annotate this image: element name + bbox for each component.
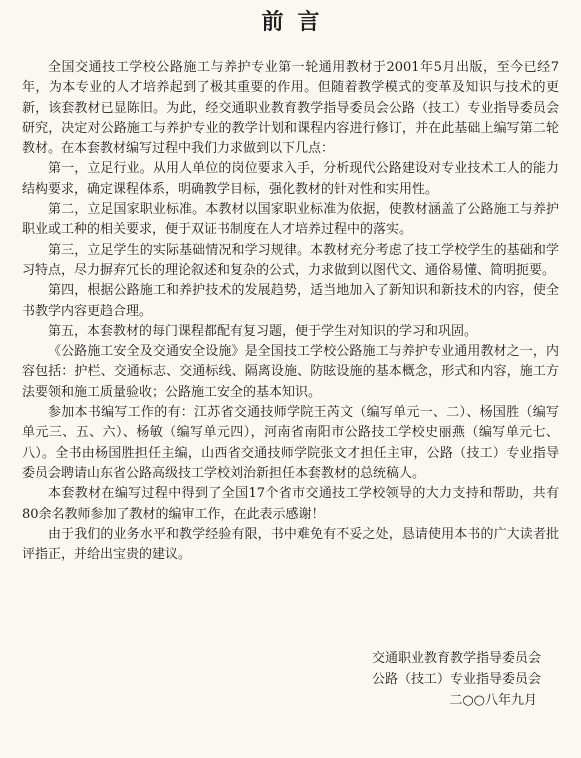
- signature-date: 二○○八年九月: [449, 693, 537, 708]
- paragraph-point-2: 第二，立足国家职业标准。本教材以国家职业标准为依据，使教材涵盖了公路施工与养护职业或工种的相关要求，便于双证书制度在人才培养过程中的落实。: [22, 202, 559, 238]
- paragraph-authors: 参加本书编写工作的有：江苏省交通技师学院王芮文（编写单元一、二）、杨国胜（编写单元三、五、六）、杨敏（编写单元四），河南省南阳市公路技工学校史丽燕（编写单元七、八）。全书由杨国胜担任主编，山西省交通技师学院张文才担任主审，公路（技工）专业指导委员会聘请山东省公路高级技工学校刘治新担任本套教材的总统稿人。: [22, 405, 559, 481]
- paragraph-point-3: 第三，立足学生的实际基础情况和学习规律。本教材充分考虑了技工学校学生的基础和学习特点，尽力摒弃冗长的理论叙述和复杂的公式，力求做到以图代文、通俗易懂、简明扼要。: [22, 242, 559, 278]
- paragraph-point-4: 第四，根据公路施工和养护技术的发展趋势，适当地加入了新知识和新技术的内容，使全书教学内容更趋合理。: [22, 283, 559, 319]
- preface-body: [22, 58, 559, 565]
- paragraph-intro: 全国交通技工学校公路施工与养护专业第一轮通用教材于2001年5月出版，至今已经7年，为本专业的人才培养起到了极其重要的作用。但随着教学模式的变革及知识与技术的更新，该套教材已显陈旧。为此，经交通职业教育教学指导委员会公路（技工）专业指导委员会研究，决定对公路施工与养护专业的教学计划和课程内容进行修订，并在此基础上编写第二轮教材。在本套教材编写过程中我们力求做到以下几点：: [22, 60, 559, 157]
- preface-title: 前言: [261, 10, 334, 35]
- paragraph-point-5: 第五，本套教材的每门课程都配有复习题，便于学生对知识的学习和巩固。: [48, 323, 478, 339]
- signature-org-1: 交通职业教育教学指导委员会: [371, 651, 541, 666]
- paragraph-closing: 由于我们的业务水平和教学经验有限，书中难免有不妥之处，恳请使用本书的广大读者批评指正，并给出宝贵的建议。: [22, 526, 559, 563]
- paragraph-point-1: 第一，立足行业。从用人单位的岗位要求入手，分析现代公路建设对专业技术工人的能力结构要求，确定课程体系，明确教学目标，强化教材的针对性和实用性。: [22, 161, 559, 197]
- signature-org-2: 公路（技工）专业指导委员会: [371, 672, 541, 687]
- signature-block: [372, 648, 541, 711]
- paragraph-thanks: 本套教材在编写过程中得到了全国17个省市交通技工学校领导的大力支持和帮助，共有80余名教师参加了教材的编审工作，在此表示感谢！: [22, 486, 559, 522]
- paragraph-book-content: 《公路施工安全及交通安全设施》是全国技工学校公路施工与养护专业通用教材之一，内容包括：护栏、交通标志、交通标线、隔离设施、防眩设施的基本概念，形式和内容，施工方法要领和施工质量验收；公路施工安全的基本知识。: [22, 344, 559, 400]
